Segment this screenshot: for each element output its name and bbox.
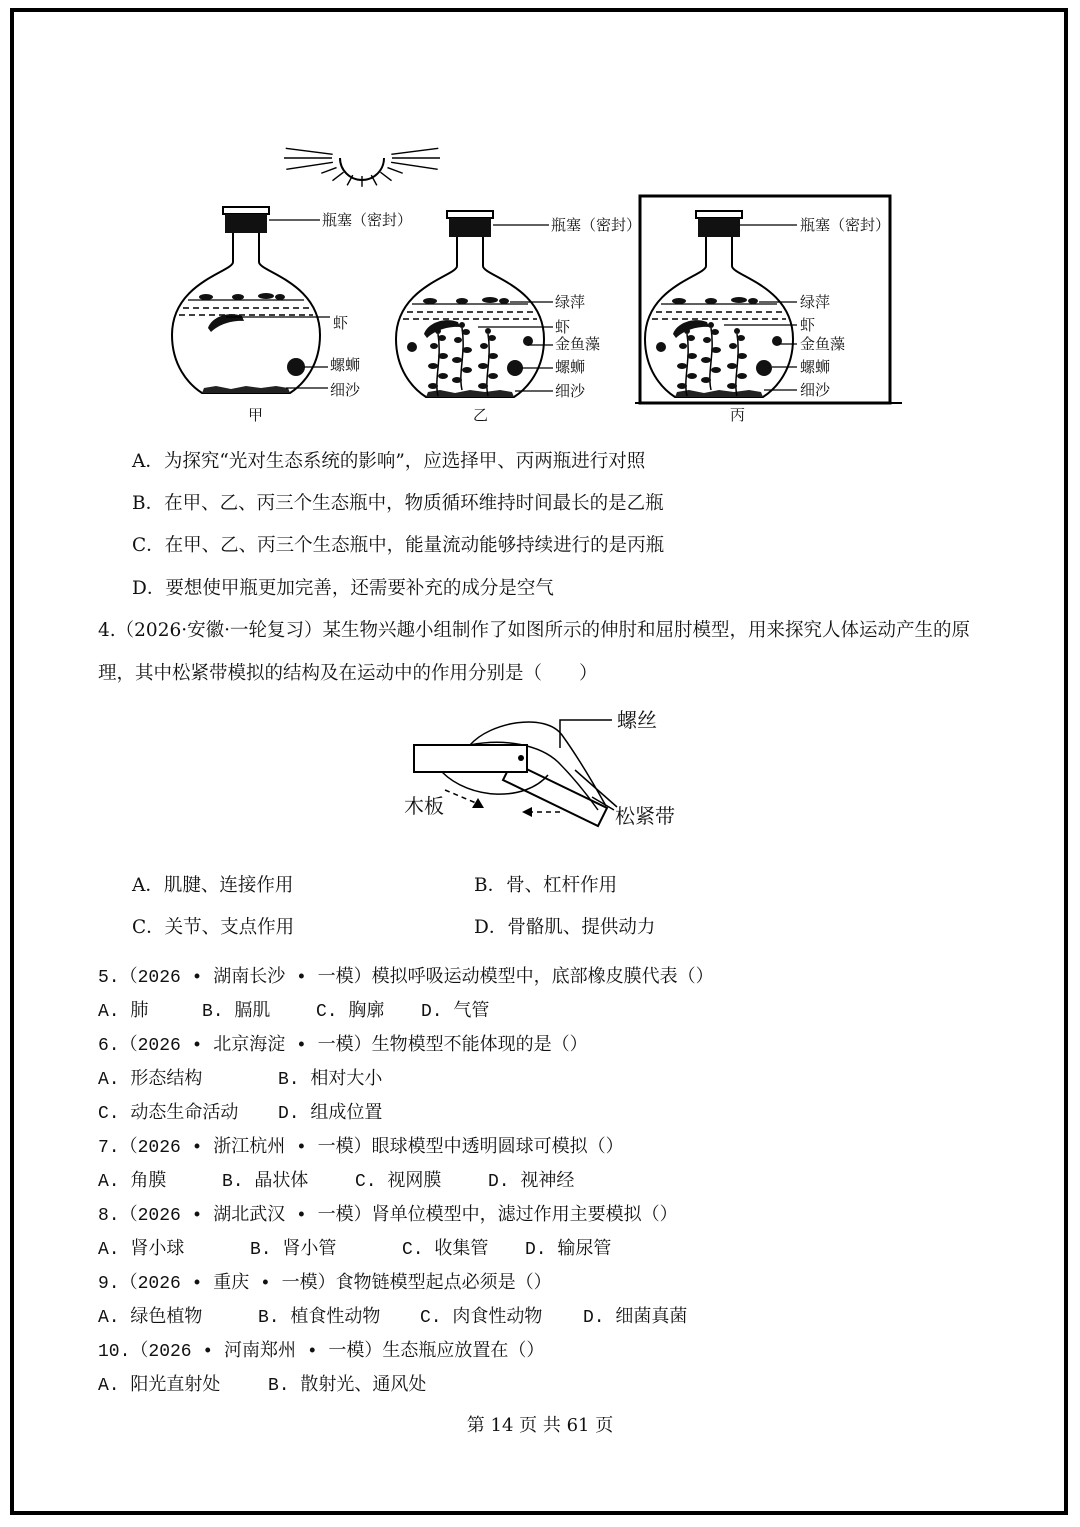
arrow-up-icon [472,798,484,808]
flask-bing [645,211,797,397]
q7-option-a: A. 角膜 [98,1172,167,1192]
hornwort-icon [677,328,697,396]
label-elastic: 松紧带 [615,804,675,828]
q7-option-c: C. 视网膜 [355,1172,442,1192]
flask-yi-label-hornwort: 金鱼藻 [555,335,601,353]
arrow-left-icon [522,807,532,817]
flask-jia [172,207,330,393]
q6-option-a: A. 形态结构 [98,1070,203,1090]
hornwort-icon [478,328,498,396]
q6-option-d: D. 组成位置 [278,1104,383,1124]
q5-option-b: B. 膈肌 [202,1002,271,1022]
upper-board [414,745,527,772]
flask-jia-label-shrimp: 虾 [333,314,349,332]
flask-yi-label-sand: 细沙 [555,382,586,400]
q9-option-b: B. 植食性动物 [258,1308,381,1328]
sun-icon [284,148,440,187]
q5-option-a: A. 肺 [98,1002,149,1022]
flask-yi-label-duckweed: 绿萍 [555,293,586,311]
q9-option-d: D. 细菌真菌 [583,1308,688,1328]
q10-stem: 10.（2026 • 河南郑州 • 一模）生态瓶应放置在（） [98,1342,545,1362]
q3-option-c: C．在甲、乙、丙三个生态瓶中，能量流动能够持续进行的是丙瓶 [132,535,665,556]
dashed-arrow [445,790,476,803]
flask-yi-label-shrimp: 虾 [555,318,571,336]
sun-ray [391,148,438,154]
hornwort-icon [727,328,747,396]
q5-option-d: D. 气管 [421,1002,490,1022]
q4-option-d: D．骨骼肌、提供动力 [474,917,656,938]
sun-ray [332,172,343,181]
hornwort-icon [428,328,448,396]
flask-bing-label-snail: 螺蛳 [800,358,831,376]
q5-stem: 5.（2026 • 湖南长沙 • 一模）模拟呼吸运动模型中，底部橡皮膜代表（） [98,968,714,988]
q10-option-a: A. 阳光直射处 [98,1376,221,1396]
q9-option-c: C. 肉食性动物 [420,1308,543,1328]
label-board: 木板 [404,794,444,818]
flask-jia-label-stopper: 瓶塞（密封） [322,211,413,229]
sun-ray [387,168,402,174]
flask-bing-label-shrimp: 虾 [800,316,816,334]
q7-option-b: B. 晶状体 [222,1172,309,1192]
sun-ray [380,172,391,181]
flask-jia-label-sand: 细沙 [330,381,361,399]
q8-stem: 8.（2026 • 湖北武汉 • 一模）肾单位模型中，滤过作用主要模拟（） [98,1206,678,1226]
sun-ray [286,162,333,169]
page-number: 第 14 页 共 61 页 [466,1415,614,1436]
q8-option-a: A. 肾小球 [98,1240,185,1260]
snail-icon [756,360,772,376]
snail-icon [407,342,417,352]
q8-option-d: D. 输尿管 [525,1240,612,1260]
q7-stem: 7.（2026 • 浙江杭州 • 一模）眼球模型中透明圆球可模拟（） [98,1138,624,1158]
q4-option-a: A．肌腱、连接作用 [132,875,294,896]
flask-bing-label-duckweed: 绿萍 [800,293,831,311]
sun-ray [321,168,336,174]
flask-bing-label-hornwort: 金鱼藻 [800,335,846,353]
flask-yi-name: 乙 [473,406,489,424]
label-screw: 螺丝 [617,708,657,732]
q6-option-c: C. 动态生命活动 [98,1104,239,1124]
screw-icon [518,755,524,761]
hornwort-icon [452,322,472,390]
snail-icon [507,360,523,376]
sun-ray [391,162,438,169]
q9-option-a: A. 绿色植物 [98,1308,203,1328]
flask-yi [396,211,553,397]
flask-jia-label-snail: 螺蛳 [330,356,361,374]
q7-option-d: D. 视神经 [488,1172,575,1192]
flask-yi-label-snail: 螺蛳 [555,358,586,376]
q4-option-c: C．关节、支点作用 [132,917,295,938]
flask-yi-label-stopper: 瓶塞（密封） [551,216,642,234]
q9-stem: 9.（2026 • 重庆 • 一模）食物链模型起点必须是（） [98,1274,552,1294]
q4-stem-line-2: 理，其中松紧带模拟的结构及在运动中的作用分别是（ ） [98,663,598,684]
q5-option-c: C. 胸廓 [316,1002,385,1022]
q3-option-a: A．为探究“光对生态系统的影响”，应选择甲、丙两瓶进行对照 [132,451,646,472]
q3-option-b: B．在甲、乙、丙三个生态瓶中，物质循环维持时间最长的是乙瓶 [132,493,664,514]
elbow-model [414,720,617,826]
q4-option-b: B．骨、杠杆作用 [474,875,618,896]
flask-bing-name: 丙 [730,406,746,424]
flask-bing-label-sand: 细沙 [800,381,831,399]
snail-icon [287,358,305,376]
hornwort-icon [701,322,721,390]
flask-bing-label-stopper: 瓶塞（密封） [800,216,891,234]
flask-jia-name: 甲 [248,406,264,424]
q10-option-b: B. 散射光、通风处 [268,1376,427,1396]
q4-stem-line-1: 4.（2026·安徽·一轮复习）某生物兴趣小组制作了如图所示的伸肘和屈肘模型，用来探究人体运动产生的原 [98,620,970,641]
sun-ray [286,148,333,154]
snail-icon [656,342,666,352]
q8-option-c: C. 收集管 [402,1240,489,1260]
q6-option-b: B. 相对大小 [278,1070,383,1090]
q6-stem: 6.（2026 • 北京海淀 • 一模）生物模型不能体现的是（） [98,1036,588,1056]
q8-option-b: B. 肾小管 [250,1240,337,1260]
q3-option-d: D．要想使甲瓶更加完善，还需要补充的成分是空气 [132,578,554,599]
